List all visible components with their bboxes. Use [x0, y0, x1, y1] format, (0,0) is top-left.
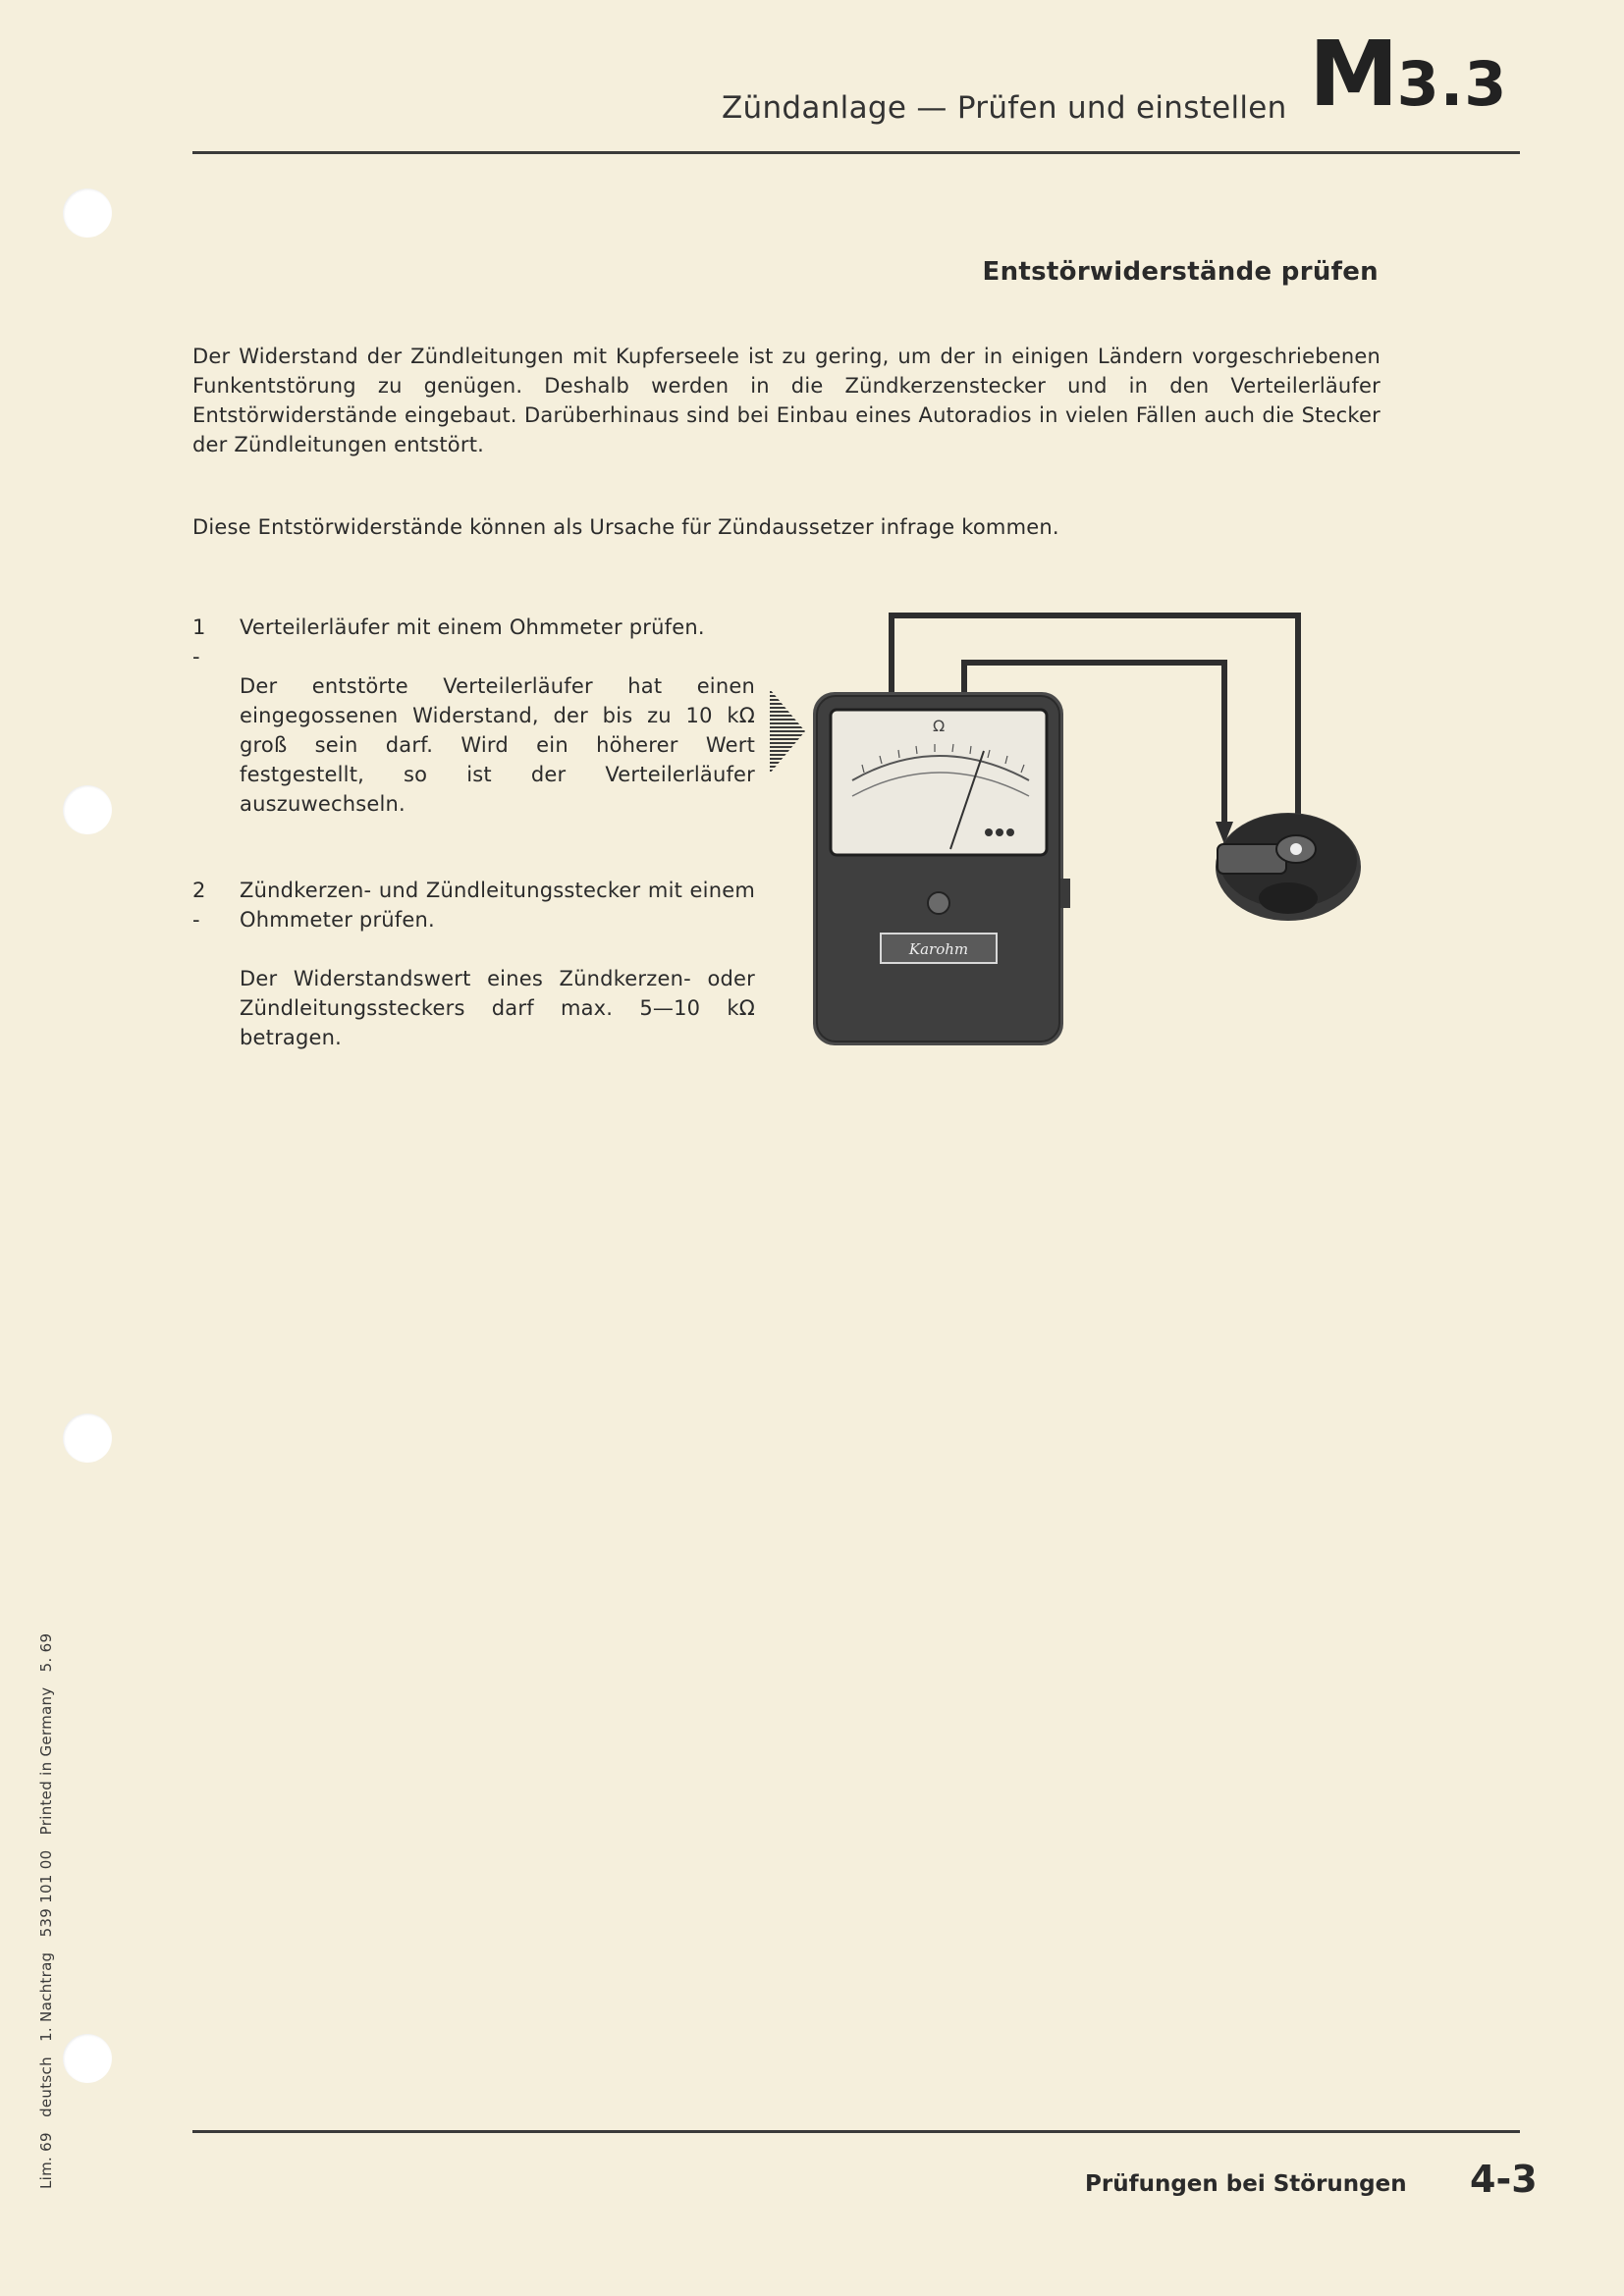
punch-hole: [63, 188, 112, 238]
step-number: 1 -: [192, 615, 206, 668]
header-rule: [192, 151, 1520, 154]
intro-note: Diese Entstörwiderstände können als Ursache für Zündaussetzer infrage kommen.: [192, 515, 1059, 539]
section-title: Entstörwiderstände prüfen: [982, 257, 1379, 287]
ohm-symbol: Ω: [933, 717, 946, 735]
step-number: 2 -: [192, 879, 206, 932]
punch-hole: [63, 785, 112, 834]
distributor-rotor-icon: [1216, 813, 1361, 921]
pointer-arrow-icon: [768, 687, 807, 775]
intro-paragraph: Der Widerstand der Zündleitungen mit Kupferseele ist zu gering, um der in einigen Ländern vorgeschriebenen Funkentstörung zu genügen. Deshalb werden in die Zündkerzenstecker und in den Verteilerläufer Entstörwiderstände eingebaut. Darüberhinaus sind bei Einbau eines Autoradios in vielen Fällen auch die Stecker der Zündleitungen entstört.: [192, 345, 1380, 456]
page-number: 4-3: [1470, 2158, 1538, 2201]
meter-knob: [928, 892, 949, 914]
section-code-number: 3.3: [1396, 48, 1508, 120]
footer-rule: [192, 2130, 1520, 2133]
punch-hole: [63, 2034, 112, 2083]
step-detail: Der entstörte Verteilerläufer hat einen eingegossenen Widerstand, der bis zu 10 kΩ groß sein darf. Wird ein höherer Wert festgestellt, so ist der Verteilerläufer auszuwechseln.: [240, 674, 755, 816]
section-code-letter: M: [1309, 22, 1397, 127]
header-title: Zündanlage — Prüfen und einstellen: [722, 90, 1287, 126]
punch-hole: [63, 1414, 112, 1463]
step-instruction: Verteilerläufer mit einem Ohmmeter prüfen.: [240, 615, 705, 639]
section-code: [1309, 22, 1508, 127]
ohmmeter-illustration: [805, 604, 1394, 1055]
print-info: Lim. 69 deutsch 1. Nachtrag 539 101 00 Printed in Germany 5. 69: [37, 1632, 55, 2189]
footer-section-label: Prüfungen bei Störungen: [1085, 2171, 1407, 2197]
step-detail: Der Widerstandswert eines Zündkerzen- oder Zündleitungssteckers darf max. 5—10 kΩ betragen.: [240, 967, 755, 1049]
step-instruction: Zündkerzen- und Zündleitungsstecker mit einem Ohmmeter prüfen.: [240, 879, 755, 932]
meter-brand: Karohm: [908, 940, 969, 958]
